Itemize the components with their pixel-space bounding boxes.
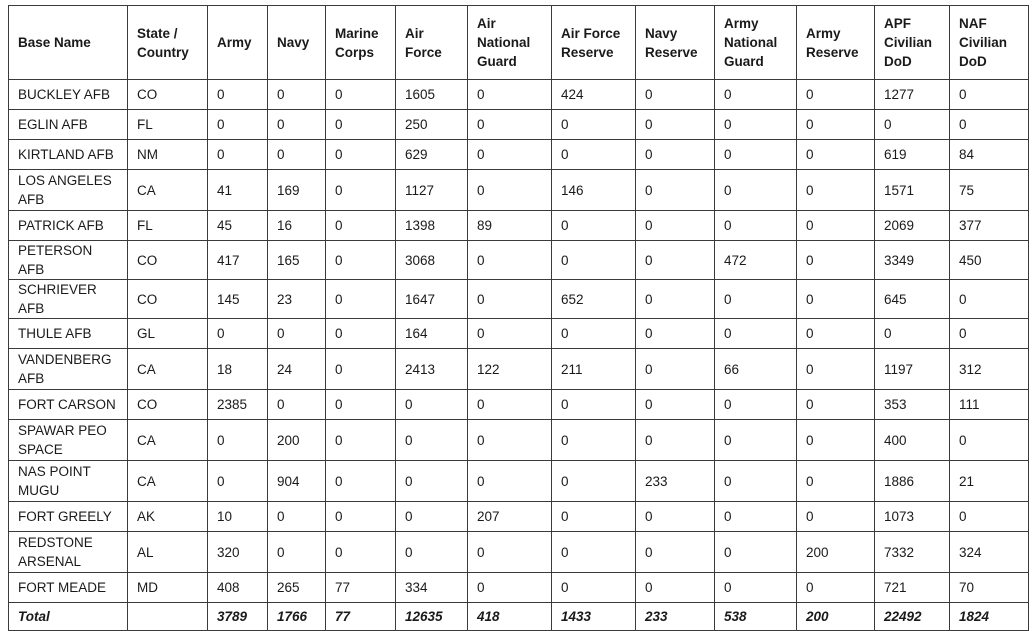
count-cell: 450 (950, 241, 1029, 280)
count-cell: 324 (950, 532, 1029, 573)
count-cell: 0 (326, 502, 396, 532)
base-name-cell: FORT GREELY (9, 502, 128, 532)
count-cell: 0 (552, 502, 636, 532)
count-cell: 1647 (396, 280, 468, 319)
total-cell: 22492 (875, 603, 950, 631)
count-cell: 84 (950, 140, 1029, 170)
state-cell: CO (128, 280, 208, 319)
table-row (9, 280, 1029, 319)
count-cell: 0 (797, 280, 875, 319)
count-cell: 0 (797, 170, 875, 211)
base-name-cell: SPAWAR PEO SPACE (9, 420, 128, 461)
count-cell: 0 (552, 140, 636, 170)
state-cell: AL (128, 532, 208, 573)
count-cell: 0 (636, 110, 715, 140)
count-cell: 0 (636, 241, 715, 280)
count-cell: 0 (797, 502, 875, 532)
total-cell: 12635 (396, 603, 468, 631)
count-cell: 233 (636, 461, 715, 502)
base-name-cell: BUCKLEY AFB (9, 80, 128, 110)
count-cell: 0 (326, 80, 396, 110)
base-name-cell: FORT CARSON (9, 390, 128, 420)
count-cell: 75 (950, 170, 1029, 211)
table-row (9, 349, 1029, 390)
column-header-apf-civilian-dod: APF Civilian DoD (875, 6, 950, 80)
count-cell: 0 (875, 319, 950, 349)
column-header-army-reserve: Army Reserve (797, 6, 875, 80)
column-header-air-force-reserve: Air Force Reserve (552, 6, 636, 80)
count-cell: 207 (468, 502, 552, 532)
count-cell: 0 (636, 211, 715, 241)
count-cell: 0 (208, 80, 268, 110)
count-cell: 3349 (875, 241, 950, 280)
count-cell: 169 (268, 170, 326, 211)
count-cell: 472 (715, 241, 797, 280)
table-row (9, 241, 1029, 280)
count-cell: 0 (268, 532, 326, 573)
count-cell: 0 (552, 319, 636, 349)
count-cell: 0 (552, 211, 636, 241)
count-cell: 0 (208, 461, 268, 502)
count-cell: 10 (208, 502, 268, 532)
count-cell: 0 (797, 573, 875, 603)
count-cell: 0 (208, 110, 268, 140)
base-name-cell: NAS POINT MUGU (9, 461, 128, 502)
table-row (9, 390, 1029, 420)
count-cell: 721 (875, 573, 950, 603)
count-cell: 0 (950, 280, 1029, 319)
count-cell: 1277 (875, 80, 950, 110)
count-cell: 1571 (875, 170, 950, 211)
total-cell: 3789 (208, 603, 268, 631)
count-cell: 0 (715, 461, 797, 502)
base-name-cell: PETERSON AFB (9, 241, 128, 280)
count-cell: 0 (268, 110, 326, 140)
count-cell: 89 (468, 211, 552, 241)
table-row (9, 573, 1029, 603)
count-cell: 165 (268, 241, 326, 280)
state-cell: FL (128, 110, 208, 140)
count-cell: 0 (268, 502, 326, 532)
state-cell: MD (128, 573, 208, 603)
table-row (9, 211, 1029, 241)
count-cell: 0 (636, 390, 715, 420)
count-cell: 652 (552, 280, 636, 319)
count-cell: 0 (797, 241, 875, 280)
count-cell: 0 (797, 461, 875, 502)
count-cell: 320 (208, 532, 268, 573)
table-row (9, 502, 1029, 532)
count-cell: 1197 (875, 349, 950, 390)
base-name-cell: VANDENBERG AFB (9, 349, 128, 390)
count-cell: 0 (552, 420, 636, 461)
count-cell: 0 (326, 280, 396, 319)
count-cell: 70 (950, 573, 1029, 603)
count-cell: 1398 (396, 211, 468, 241)
count-cell: 0 (552, 390, 636, 420)
table-header-row (9, 6, 1029, 80)
state-cell: CA (128, 349, 208, 390)
total-label: Total (9, 603, 128, 631)
table-row (9, 461, 1029, 502)
column-header-army-national-guard: Army National Guard (715, 6, 797, 80)
table-row (9, 532, 1029, 573)
count-cell: 250 (396, 110, 468, 140)
count-cell: 417 (208, 241, 268, 280)
state-cell: CO (128, 241, 208, 280)
count-cell: 0 (797, 420, 875, 461)
column-header-air-force: Air Force (396, 6, 468, 80)
count-cell: 21 (950, 461, 1029, 502)
count-cell: 0 (636, 573, 715, 603)
count-cell: 0 (468, 461, 552, 502)
count-cell: 1605 (396, 80, 468, 110)
count-cell: 0 (396, 502, 468, 532)
count-cell: 145 (208, 280, 268, 319)
count-cell: 0 (636, 502, 715, 532)
state-cell: GL (128, 319, 208, 349)
count-cell: 200 (268, 420, 326, 461)
count-cell: 0 (636, 170, 715, 211)
count-cell: 1127 (396, 170, 468, 211)
state-cell: CA (128, 420, 208, 461)
count-cell: 0 (468, 532, 552, 573)
column-header-base-name: Base Name (9, 6, 128, 80)
personnel-table (8, 5, 1029, 631)
count-cell: 0 (326, 110, 396, 140)
state-cell: AK (128, 502, 208, 532)
count-cell: 312 (950, 349, 1029, 390)
count-cell: 0 (636, 319, 715, 349)
column-header-air-national-guard: Air National Guard (468, 6, 552, 80)
count-cell: 0 (326, 349, 396, 390)
count-cell: 41 (208, 170, 268, 211)
total-cell: 1824 (950, 603, 1029, 631)
count-cell: 0 (468, 319, 552, 349)
count-cell: 353 (875, 390, 950, 420)
count-cell: 0 (797, 211, 875, 241)
count-cell: 24 (268, 349, 326, 390)
column-header-state-country: State / Country (128, 6, 208, 80)
count-cell: 1886 (875, 461, 950, 502)
count-cell: 18 (208, 349, 268, 390)
count-cell: 400 (875, 420, 950, 461)
count-cell: 0 (468, 140, 552, 170)
count-cell: 0 (715, 390, 797, 420)
state-cell: NM (128, 140, 208, 170)
table-row (9, 319, 1029, 349)
base-name-cell: THULE AFB (9, 319, 128, 349)
count-cell: 0 (326, 140, 396, 170)
count-cell: 377 (950, 211, 1029, 241)
count-cell: 0 (552, 532, 636, 573)
table-row (9, 420, 1029, 461)
table-row (9, 110, 1029, 140)
column-header-army: Army (208, 6, 268, 80)
count-cell: 0 (268, 390, 326, 420)
count-cell: 0 (715, 573, 797, 603)
base-name-cell: PATRICK AFB (9, 211, 128, 241)
base-name-cell: LOS ANGELES AFB (9, 170, 128, 211)
count-cell: 0 (326, 211, 396, 241)
count-cell: 3068 (396, 241, 468, 280)
count-cell: 0 (715, 140, 797, 170)
count-cell: 0 (797, 319, 875, 349)
count-cell: 0 (875, 110, 950, 140)
count-cell: 0 (468, 80, 552, 110)
count-cell: 1073 (875, 502, 950, 532)
state-cell: CA (128, 170, 208, 211)
count-cell: 0 (326, 390, 396, 420)
count-cell: 0 (636, 80, 715, 110)
count-cell: 0 (268, 80, 326, 110)
count-cell: 2413 (396, 349, 468, 390)
count-cell: 200 (797, 532, 875, 573)
count-cell: 0 (468, 170, 552, 211)
count-cell: 629 (396, 140, 468, 170)
count-cell: 0 (950, 80, 1029, 110)
table-body (9, 80, 1029, 603)
count-cell: 66 (715, 349, 797, 390)
count-cell: 0 (468, 573, 552, 603)
count-cell: 111 (950, 390, 1029, 420)
base-name-cell: FORT MEADE (9, 573, 128, 603)
count-cell: 265 (268, 573, 326, 603)
count-cell: 122 (468, 349, 552, 390)
count-cell: 408 (208, 573, 268, 603)
count-cell: 0 (268, 140, 326, 170)
total-cell: 233 (636, 603, 715, 631)
count-cell: 645 (875, 280, 950, 319)
table-row (9, 80, 1029, 110)
count-cell: 0 (797, 390, 875, 420)
total-cell (128, 603, 208, 631)
count-cell: 0 (208, 140, 268, 170)
count-cell: 0 (797, 80, 875, 110)
total-cell: 1433 (552, 603, 636, 631)
total-cell: 538 (715, 603, 797, 631)
state-cell: CO (128, 390, 208, 420)
count-cell: 0 (715, 319, 797, 349)
column-header-navy: Navy (268, 6, 326, 80)
count-cell: 0 (636, 140, 715, 170)
count-cell: 0 (208, 420, 268, 461)
count-cell: 23 (268, 280, 326, 319)
state-cell: CO (128, 80, 208, 110)
base-name-cell: KIRTLAND AFB (9, 140, 128, 170)
count-cell: 0 (797, 110, 875, 140)
count-cell: 0 (468, 420, 552, 461)
count-cell: 0 (715, 110, 797, 140)
count-cell: 0 (715, 420, 797, 461)
count-cell: 0 (715, 80, 797, 110)
count-cell: 0 (468, 390, 552, 420)
count-cell: 0 (396, 461, 468, 502)
column-header-marine-corps: Marine Corps (326, 6, 396, 80)
total-cell: 418 (468, 603, 552, 631)
count-cell: 0 (326, 461, 396, 502)
count-cell: 0 (468, 241, 552, 280)
total-row (9, 603, 1029, 631)
count-cell: 0 (715, 532, 797, 573)
count-cell: 0 (797, 349, 875, 390)
base-name-cell: REDSTONE ARSENAL (9, 532, 128, 573)
count-cell: 0 (468, 110, 552, 140)
count-cell: 0 (636, 280, 715, 319)
count-cell: 0 (636, 420, 715, 461)
count-cell: 2385 (208, 390, 268, 420)
count-cell: 77 (326, 573, 396, 603)
count-cell: 0 (715, 211, 797, 241)
count-cell: 0 (715, 170, 797, 211)
count-cell: 0 (715, 280, 797, 319)
count-cell: 146 (552, 170, 636, 211)
count-cell: 0 (468, 280, 552, 319)
count-cell: 0 (268, 319, 326, 349)
count-cell: 0 (797, 140, 875, 170)
count-cell: 0 (552, 241, 636, 280)
total-cell: 200 (797, 603, 875, 631)
count-cell: 2069 (875, 211, 950, 241)
count-cell: 904 (268, 461, 326, 502)
count-cell: 0 (396, 390, 468, 420)
count-cell: 45 (208, 211, 268, 241)
count-cell: 164 (396, 319, 468, 349)
count-cell: 0 (326, 532, 396, 573)
count-cell: 0 (552, 573, 636, 603)
base-name-cell: SCHRIEVER AFB (9, 280, 128, 319)
table-row (9, 170, 1029, 211)
count-cell: 0 (950, 502, 1029, 532)
count-cell: 0 (636, 349, 715, 390)
count-cell: 0 (326, 170, 396, 211)
state-cell: CA (128, 461, 208, 502)
count-cell: 0 (396, 420, 468, 461)
count-cell: 424 (552, 80, 636, 110)
count-cell: 0 (326, 319, 396, 349)
count-cell: 0 (396, 532, 468, 573)
count-cell: 619 (875, 140, 950, 170)
total-cell: 1766 (268, 603, 326, 631)
column-header-naf-civilian-dod: NAF Civilian DoD (950, 6, 1029, 80)
count-cell: 0 (715, 502, 797, 532)
state-cell: FL (128, 211, 208, 241)
count-cell: 0 (950, 420, 1029, 461)
count-cell: 0 (552, 461, 636, 502)
total-cell: 77 (326, 603, 396, 631)
count-cell: 334 (396, 573, 468, 603)
count-cell: 0 (326, 420, 396, 461)
table-row (9, 140, 1029, 170)
count-cell: 211 (552, 349, 636, 390)
count-cell: 0 (208, 319, 268, 349)
count-cell: 0 (950, 110, 1029, 140)
count-cell: 0 (636, 532, 715, 573)
base-name-cell: EGLIN AFB (9, 110, 128, 140)
count-cell: 0 (950, 319, 1029, 349)
count-cell: 16 (268, 211, 326, 241)
count-cell: 0 (552, 110, 636, 140)
count-cell: 7332 (875, 532, 950, 573)
count-cell: 0 (326, 241, 396, 280)
column-header-navy-reserve: Navy Reserve (636, 6, 715, 80)
